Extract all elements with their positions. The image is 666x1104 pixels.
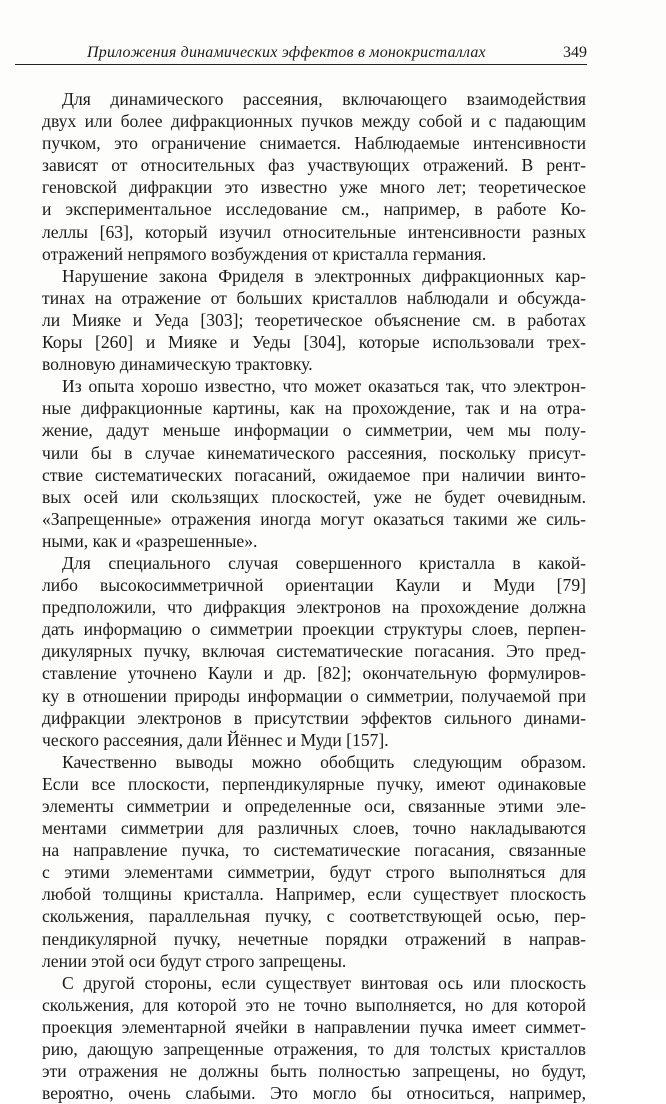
paragraph — [42, 972, 586, 1104]
text-line: на направление пучка, то систематические погасания, связанные — [42, 840, 586, 861]
text-line: жение, дадут меньше информации о симметрии, чем мы полу- — [42, 420, 586, 441]
page-number: 349 — [563, 44, 587, 61]
text-line: дифракции электронов в присутствии эффектов сильного динами- — [42, 707, 586, 728]
text-line: пучком, это ограничение снимается. Наблюдаемые интенсивности — [42, 133, 586, 154]
text-line: ные дифракционные картины, как на прохождение, так и на отра- — [42, 398, 586, 419]
text-line: ку в отношении природы информации о симметрии, получаемой при — [42, 685, 586, 706]
text-line: С другой стороны, если существует винтовая ось или плоскость — [62, 972, 586, 993]
text-line: скольжения, для которой это не точно выполняется, но для которой — [42, 994, 586, 1015]
running-head-title: Приложения динамических эффектов в монокристаллах — [87, 44, 486, 61]
paragraph — [42, 375, 586, 552]
text-line: Качественно выводы можно обобщить следующим образом. — [62, 751, 586, 772]
text-line: геновской дифракции это известно уже много лет; теоретическое — [42, 177, 586, 198]
paragraph — [42, 552, 586, 751]
text-line: тинах на отражение от больших кристаллов наблюдали и обсужда- — [42, 287, 586, 308]
text-line: и экспериментальное исследование см., например, в работе Ко- — [42, 199, 586, 220]
text-line: Для специального случая совершенного кристалла в какой- — [62, 552, 586, 573]
text-line: скольжения, параллельная пучку, с соответствующей осью, пер- — [42, 906, 586, 927]
text-line: ческого рассеяния, дали Йённес и Муди [157]. — [42, 729, 389, 750]
text-line: рию, дающую запрещенные отражения, то для толстых кристаллов — [42, 1039, 586, 1060]
text-line: Для динамического рассеяния, включающего взаимодействия — [62, 89, 586, 109]
text-line: ли Мияке и Уеда [303]; теоретическое объяснение см. в работах — [42, 309, 586, 330]
running-head — [15, 42, 587, 65]
text-line: ствие систематических погасаний, ожидаемое при наличии винто- — [42, 464, 586, 485]
text-line: волновую динамическую трактовку. — [42, 354, 313, 375]
text-line: дать информацию о симметрии проекции структуры слоев, перпен- — [42, 619, 586, 640]
paragraph — [42, 265, 586, 375]
text-line: Нарушение закона Фриделя в электронных дифракционных кар- — [62, 265, 586, 286]
text-line: двух или более дифракционных пучков между собой и с падающим — [42, 111, 586, 132]
text-line: предположили, что дифракция электронов на прохождение должна — [42, 597, 586, 618]
text-line: ментами симметрии для различных слоев, точно накладываются — [42, 818, 586, 839]
text-line: Если все плоскости, перпендикулярные пучку, имеют одинаковые — [42, 773, 586, 794]
text-line: дикулярных пучку, включая систематические погасания. Это пред- — [42, 641, 586, 662]
text-line: элементы симметрии и определенные оси, связанные этими эле- — [42, 796, 586, 816]
paragraph — [42, 751, 586, 972]
text-line: либо высокосимметричной ориентации Каули и Муди [79] — [42, 575, 586, 596]
text-line: Из опыта хорошо известно, что может оказаться так, что электрон- — [62, 376, 586, 397]
text-line: вероятно, очень слабыми. Это могло бы относиться, например, — [42, 1083, 586, 1104]
text-line: пендикулярной пучку, нечетные порядки отражений в направ- — [42, 928, 586, 949]
text-line: с этими элементами симметрии, будут строго выполняться для — [42, 862, 586, 883]
text-line: проекция элементарной ячейки в направлении пучка имеет симмет- — [42, 1016, 586, 1037]
text-line: Коры [260] и Мияке и Уеды [304], которые использовали трех- — [42, 332, 586, 353]
text-line: эти отражения не должны быть полностью запрещены, но будут, — [42, 1061, 586, 1082]
paragraph — [42, 88, 586, 265]
body-text — [42, 88, 586, 1104]
text-line: вых осей или скользящих плоскостей, уже не будет очевидным. — [42, 486, 586, 507]
text-line: зависят от относительных фаз участвующих отражений. В рент- — [42, 155, 586, 176]
text-line: леллы [63], который изучил относительные интенсивности разных — [42, 221, 586, 242]
text-line: ставление уточнено Каули и др. [82]; окончательную формулиров- — [42, 663, 586, 684]
text-line: чили бы в случае кинематического рассеяния, поскольку присут- — [42, 442, 586, 463]
text-line: отражений непрямого возбуждения от кристалла германия. — [42, 243, 487, 264]
text-line: лении этой оси будут строго запрещены. — [42, 950, 347, 971]
text-line: «Запрещенные» отражения иногда могут оказаться такими же силь- — [42, 508, 586, 529]
text-line: ными, как и «разрешенные». — [42, 530, 258, 551]
text-line: любой толщины кристалла. Например, если существует плоскость — [42, 884, 586, 905]
